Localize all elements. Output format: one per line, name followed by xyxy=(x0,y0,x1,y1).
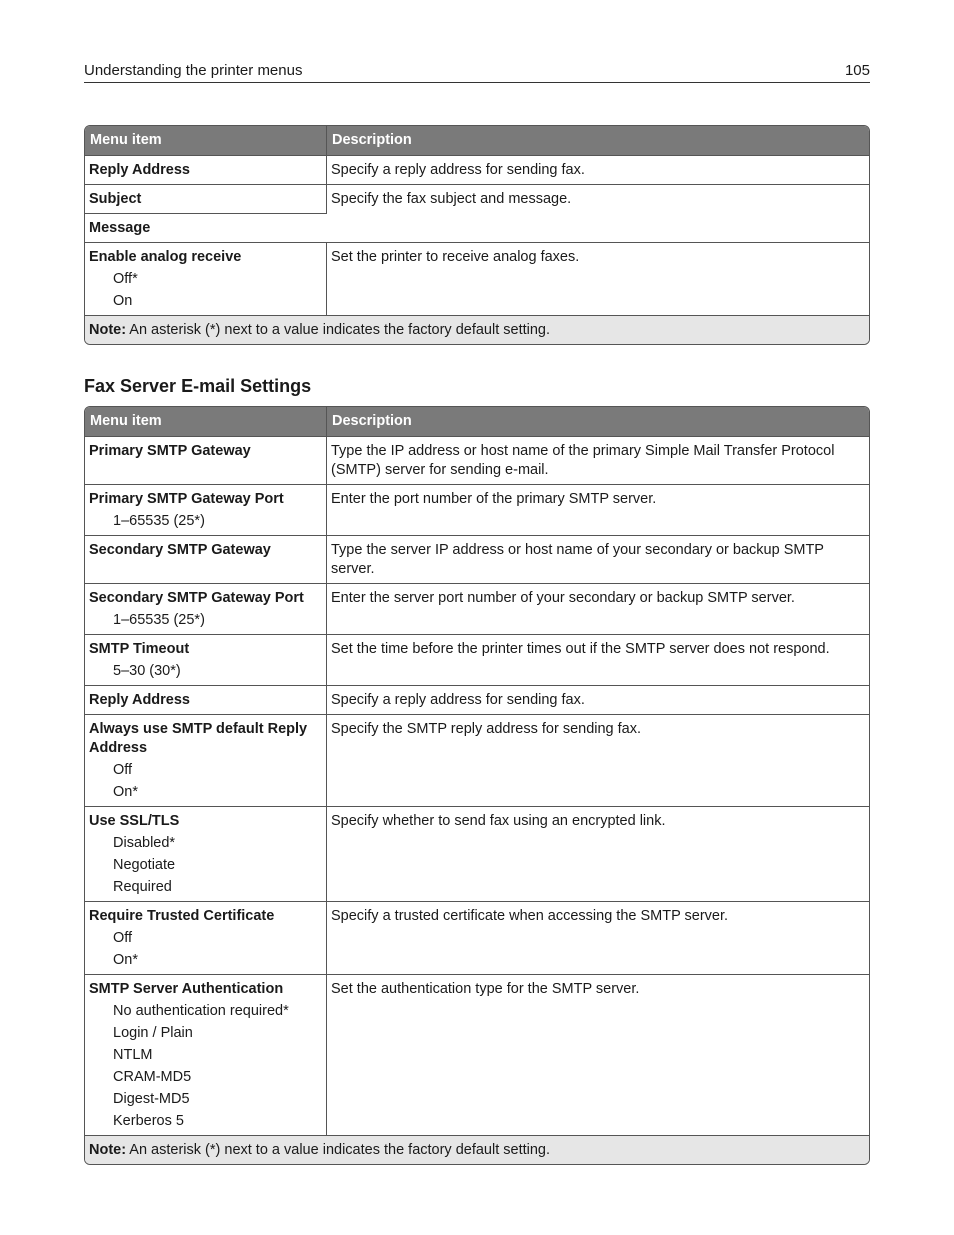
column-header-description: Description xyxy=(327,407,869,436)
table-row xyxy=(85,583,869,634)
table-row xyxy=(85,436,869,484)
menu-item-cell xyxy=(85,714,327,806)
description-cell: Specify a reply address for sending fax. xyxy=(327,685,869,714)
menu-item-title: Primary SMTP Gateway xyxy=(89,443,251,459)
menu-item-title: Always use SMTP default Reply Address xyxy=(89,721,308,756)
menu-item-cell xyxy=(85,685,327,714)
description-cell: Set the authentication type for the SMTP server. xyxy=(327,974,869,1135)
note-label: Note: xyxy=(89,1142,127,1158)
option-value: 1–65535 (25*) xyxy=(113,513,205,529)
table-row xyxy=(85,535,869,583)
option-value: 1–65535 (25*) xyxy=(113,612,205,628)
description-cell: Enter the port number of the primary SMTP server. xyxy=(327,484,869,535)
option-value: NTLM xyxy=(113,1047,153,1063)
note-row xyxy=(85,315,869,344)
menu-item-title: Require Trusted Certificate xyxy=(89,908,275,924)
page-number: 105 xyxy=(844,62,870,79)
column-header-description: Description xyxy=(327,126,869,155)
option-value: On xyxy=(113,293,133,309)
fax-settings-table xyxy=(84,125,870,345)
description-cell: Specify the SMTP reply address for sending fax. xyxy=(327,714,869,806)
menu-item-title: Use SSL/TLS xyxy=(89,813,180,829)
column-header-menu-item: Menu item xyxy=(85,126,327,155)
option-value: CRAM-MD5 xyxy=(113,1069,192,1085)
page-header xyxy=(84,60,870,83)
note-text: An asterisk (*) next to a value indicates the factory default setting. xyxy=(129,322,551,338)
menu-item-cell xyxy=(85,535,327,583)
table-row xyxy=(85,974,869,1135)
menu-item-cell xyxy=(85,583,327,634)
table-row xyxy=(85,484,869,535)
table-row xyxy=(85,806,869,901)
column-header-menu-item: Menu item xyxy=(85,407,327,436)
option-value: On* xyxy=(113,952,138,968)
menu-item-title: Primary SMTP Gateway Port xyxy=(89,491,284,507)
menu-item-cell xyxy=(85,634,327,685)
menu-item-cell xyxy=(85,806,327,901)
table-header-row xyxy=(85,126,869,155)
description-cell: Enter the server port number of your secondary or backup SMTP server. xyxy=(327,583,869,634)
description-cell: Type the server IP address or host name of your secondary or backup SMTP server. xyxy=(327,535,869,583)
menu-item-cell xyxy=(85,901,327,974)
menu-item-cell xyxy=(85,436,327,484)
option-value: No authentication required* xyxy=(113,1003,289,1019)
menu-item-title: Secondary SMTP Gateway xyxy=(89,542,271,558)
option-value: Negotiate xyxy=(113,857,176,873)
menu-item-title: Enable analog receive xyxy=(89,249,242,265)
fax-server-email-settings-table xyxy=(84,406,870,1165)
menu-item-cell xyxy=(85,184,327,213)
menu-item-cell xyxy=(85,484,327,535)
note-row xyxy=(85,1135,869,1164)
menu-item-cell xyxy=(85,242,327,315)
description-cell: Specify a trusted certificate when accessing the SMTP server. xyxy=(327,901,869,974)
table-row xyxy=(85,184,869,213)
description-cell: Set the printer to receive analog faxes. xyxy=(327,242,869,315)
option-value: Login / Plain xyxy=(113,1025,193,1041)
menu-item-title: Reply Address xyxy=(89,692,190,708)
menu-item-title: Reply Address xyxy=(89,162,190,178)
option-value: Disabled* xyxy=(113,835,176,851)
description-cell: Specify whether to send fax using an encrypted link. xyxy=(327,806,869,901)
option-value: Digest-MD5 xyxy=(113,1091,190,1107)
note-cell xyxy=(85,315,869,344)
option-value: Required xyxy=(113,879,172,895)
menu-item-title: SMTP Timeout xyxy=(89,641,190,657)
section-title: Fax Server E-mail Settings xyxy=(84,376,312,396)
option-value: Off xyxy=(113,930,133,946)
note-text: An asterisk (*) next to a value indicates the factory default setting. xyxy=(129,1142,551,1158)
option-value: 5–30 (30*) xyxy=(113,663,181,679)
option-value: On* xyxy=(113,784,138,800)
table-row xyxy=(85,634,869,685)
menu-item-title: Subject xyxy=(89,191,142,207)
table-row xyxy=(85,901,869,974)
option-value: Off xyxy=(113,762,133,778)
note-cell xyxy=(85,1135,869,1164)
menu-item-cell xyxy=(85,974,327,1135)
table-row xyxy=(85,685,869,714)
table-row xyxy=(85,714,869,806)
option-value: Off* xyxy=(113,271,138,287)
menu-item-cell xyxy=(85,155,327,184)
description-cell: Specify a reply address for sending fax. xyxy=(327,155,869,184)
description-cell: Set the time before the printer times out if the SMTP server does not respond. xyxy=(327,634,869,685)
menu-item-title: Message xyxy=(89,220,151,236)
table-row xyxy=(85,242,869,315)
note-label: Note: xyxy=(89,322,127,338)
menu-item-title: Secondary SMTP Gateway Port xyxy=(89,590,304,606)
description-cell: Specify the fax subject and message. xyxy=(327,184,869,242)
table-header-row xyxy=(85,407,869,436)
table-row xyxy=(85,155,869,184)
menu-item-cell xyxy=(85,213,327,242)
description-cell: Type the IP address or host name of the primary Simple Mail Transfer Protocol (SMTP) server for sending e-mail. xyxy=(327,436,869,484)
chapter-title: Understanding the printer menus xyxy=(84,62,303,79)
option-value: Kerberos 5 xyxy=(113,1113,184,1129)
menu-item-title: SMTP Server Authentication xyxy=(89,981,284,997)
